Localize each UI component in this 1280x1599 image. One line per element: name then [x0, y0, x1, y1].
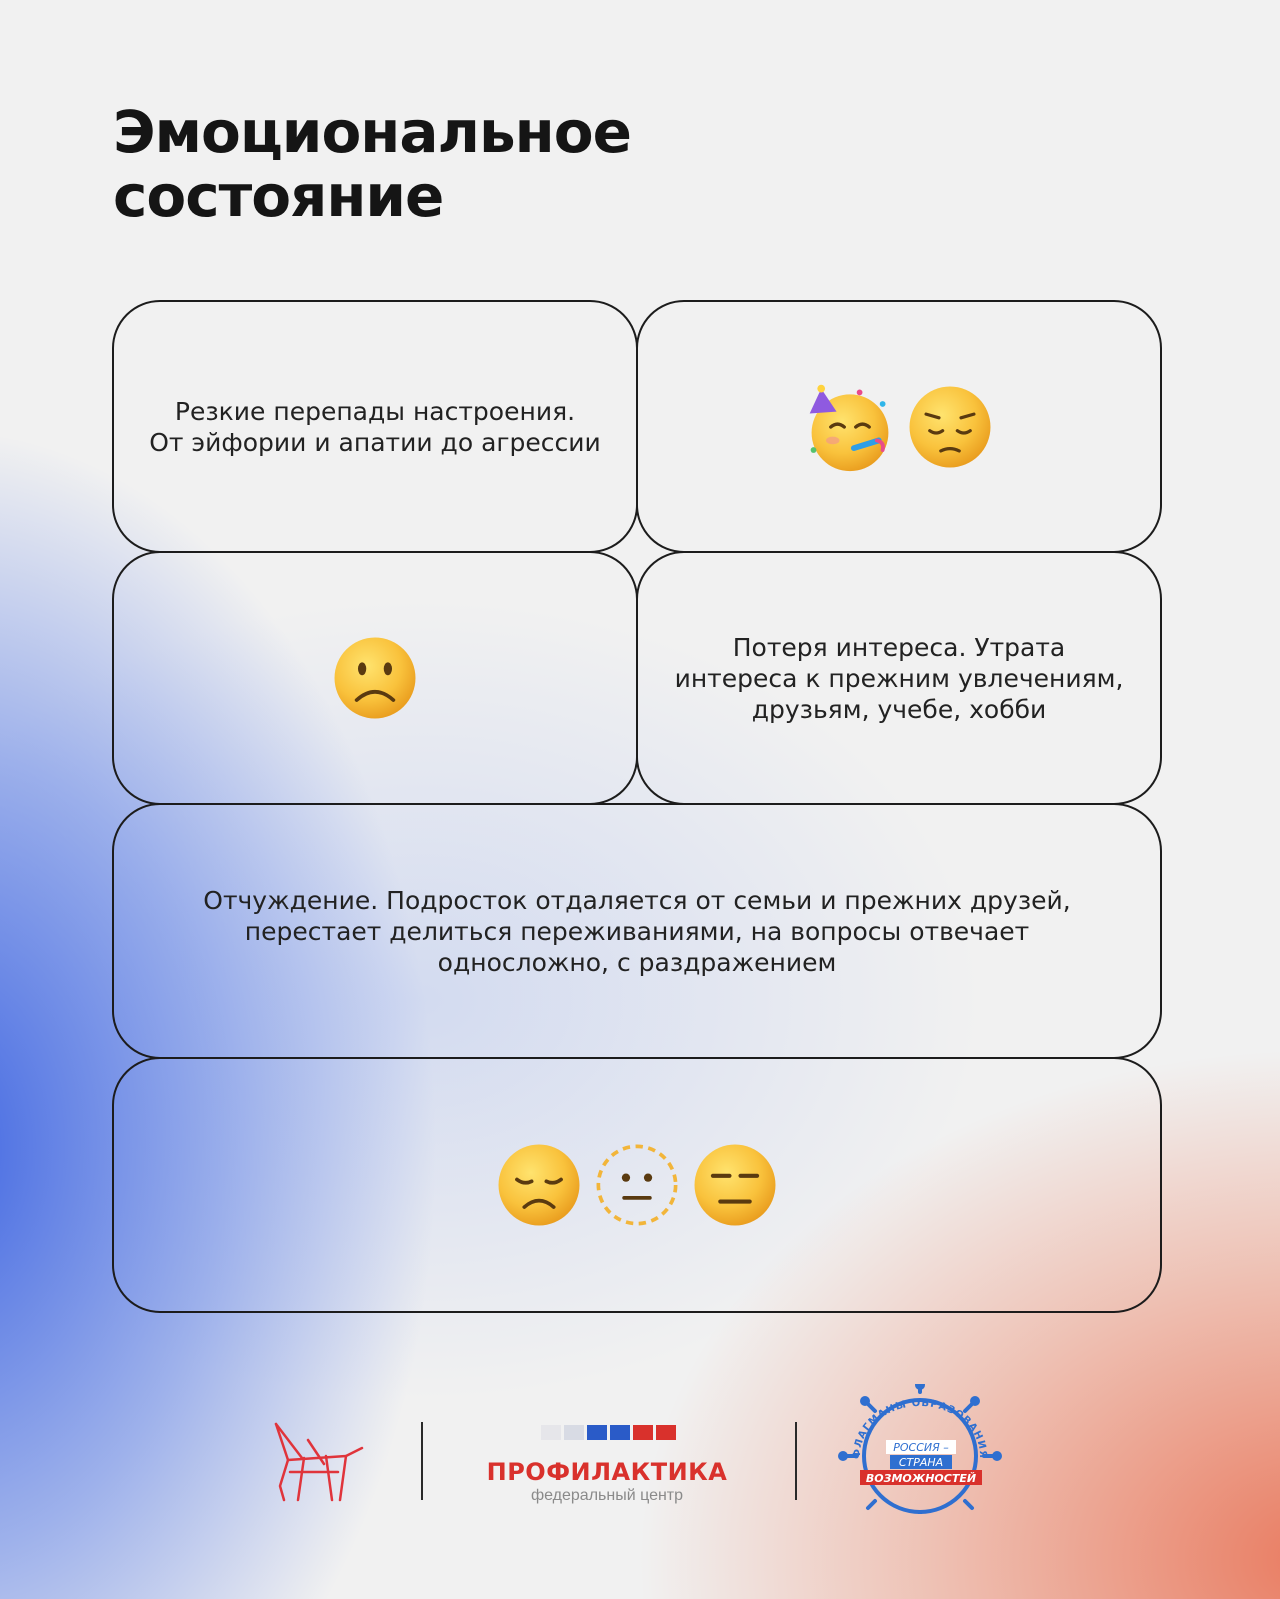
logo-separator: [795, 1422, 797, 1500]
logo-separator: [421, 1422, 423, 1500]
card-emoji-sad: [112, 551, 638, 805]
card-text: Отчуждение. Подросток отдаляется от семьи и прежних друзей, перестает делиться переживаниями, на вопросы отвечает односложно, с раздражением: [203, 885, 1071, 977]
frowning-face-icon: [329, 632, 421, 724]
pensive-face-icon: [904, 381, 996, 473]
card-text: Потеря интереса. Утрата интереса к прежним увлечениям, друзьям, учебе, хобби: [674, 632, 1124, 724]
card-mood-swings: [112, 300, 638, 553]
horse-logo-icon: [268, 1420, 368, 1504]
card-emojis-withdrawn: [112, 1057, 1162, 1313]
dotted-line-face-icon: [591, 1139, 683, 1231]
flagships-line-1: РОССИЯ –: [893, 1441, 949, 1454]
flagships-ring-text: ФЛАГМАНЫ ОБРАЗОВАНИЯ: [851, 1397, 989, 1460]
flagships-line-3: ВОЗМОЖНОСТЕЙ: [865, 1472, 977, 1485]
profilaktika-squares-icon: [541, 1425, 676, 1440]
title-line-1: Эмоциональное: [113, 98, 631, 166]
flagships-education-logo: [830, 1384, 1010, 1514]
profilaktika-logo-name: ПРОФИЛАКТИКА: [486, 1458, 728, 1486]
card-loss-of-interest: [636, 551, 1162, 805]
card-alienation: [112, 803, 1162, 1059]
card-emojis-mood: [636, 300, 1162, 553]
disappointed-face-icon: [493, 1139, 585, 1231]
flagships-line-2: СТРАНА: [898, 1456, 944, 1469]
partying-face-icon: [802, 379, 898, 475]
card-text: Резкие перепады настроения. От эйфории и апатии до агрессии: [149, 396, 601, 457]
title-line-2: состояние: [113, 162, 444, 230]
expressionless-face-icon: [689, 1139, 781, 1231]
profilaktika-logo-subtitle: федеральный центр: [530, 1487, 684, 1504]
page-title: [113, 100, 631, 228]
